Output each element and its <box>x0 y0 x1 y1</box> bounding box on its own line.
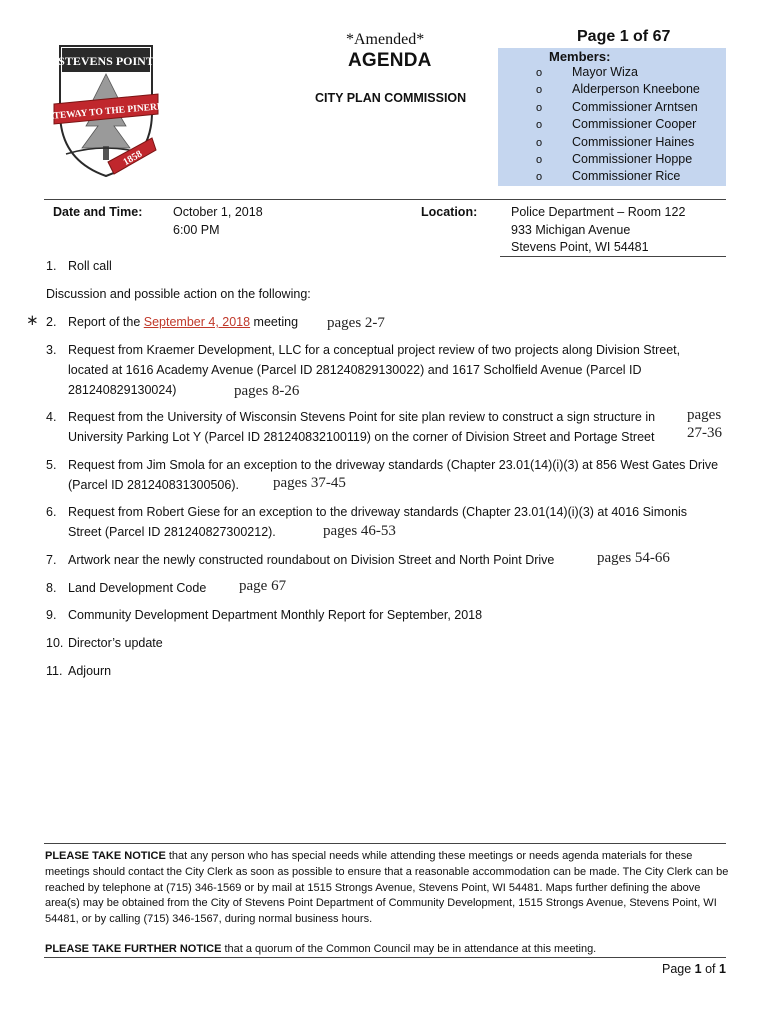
notice-heading: PLEASE TAKE FURTHER NOTICE <box>45 943 222 955</box>
city-seal-logo <box>39 42 173 180</box>
agenda-item-6 <box>0 502 770 542</box>
item-text: located at 1616 Academy Avenue (Parcel ID 281240829130022) and 1617 Scholfield Avenue (Parcel ID <box>68 363 642 377</box>
agenda-item-11 <box>0 661 770 681</box>
item-number: 11. <box>46 664 63 678</box>
item-text: Request from Jim Smola for an exception to the driveway standards (Chapter 23.01(14)(i)(3) at 856 West Gates Drive <box>68 458 719 472</box>
item-text: Roll call <box>68 259 112 273</box>
location-line: Stevens Point, WI 54481 <box>511 240 649 254</box>
seal-year: 1858 <box>121 148 145 169</box>
members-list <box>536 65 700 187</box>
notice-body: that any person who has special needs while attending these meetings or needs agenda materials for these meetings should contact the City Clerk as soon as possible to ensure that a reasonable accommodation can be made. The City Clerk can be reached by telephone at (715) 346-1569 or by mail at 1515 Strongs Avenue, Stevens Point, WI 54481. Maps further defining the above area(s) may be obtained from the City of Stevens Point Department of Community Development, 1515 Strongs Avenue, Stevens Point, WI 54481, or by calling (715) 346-1567, during normal business hours. <box>45 850 729 926</box>
item-number: 6. <box>46 505 57 519</box>
member-name: Commissioner Hoppe <box>572 151 693 166</box>
date-time-label: Date and Time: <box>53 205 143 219</box>
seal-top-text: STEVENS POINT <box>58 54 154 68</box>
members-title: Members: <box>549 49 611 64</box>
item-text: (Parcel ID 281240831300506). <box>68 478 239 492</box>
item-text: Community Development Department Monthly Report for September, 2018 <box>68 608 483 622</box>
agenda-item-2 <box>0 312 770 332</box>
member-item <box>536 169 700 186</box>
location-label: Location: <box>421 205 478 219</box>
bullet-icon: o <box>536 84 543 97</box>
location-line: 933 Michigan Avenue <box>511 223 631 237</box>
item-number: 4. <box>46 410 57 424</box>
agenda-item-5 <box>0 455 770 495</box>
agenda-item-4 <box>0 407 770 447</box>
item-text: Artwork near the newly constructed roundabout on Division Street and North Point Drive <box>68 553 555 567</box>
bullet-icon: o <box>536 153 543 166</box>
item-number: 1. <box>46 259 57 273</box>
item-text: Director’s update <box>68 636 163 650</box>
member-item <box>536 100 700 117</box>
item-text: University Parking Lot Y (Parcel ID 281240832100119) on the corner of Division Street and Portage Street <box>68 430 655 444</box>
divider <box>44 843 726 844</box>
star-mark: ∗ <box>26 312 39 329</box>
footer-page-number: Page 1 of 1 <box>662 962 726 976</box>
member-name: Commissioner Cooper <box>572 117 697 132</box>
agenda-item-9 <box>0 605 770 625</box>
agenda-title: AGENDA <box>348 50 432 71</box>
item-number: 7. <box>46 553 57 567</box>
member-item <box>536 82 700 99</box>
item-text: Report of the September 4, 2018 meeting <box>68 315 299 329</box>
amended-label: *Amended* <box>346 31 425 48</box>
item-text: Request from Robert Giese for an exception to the driveway standards (Chapter 23.01(14)(i)(3) at 4016 Simonis <box>68 505 688 519</box>
item-pages: pages 37-45 <box>273 475 346 491</box>
member-name: Commissioner Rice <box>572 169 681 184</box>
item-text: Request from Kraemer Development, LLC for a conceptual project review of two projects along Division Street, <box>68 343 681 357</box>
member-name: Commissioner Arntsen <box>572 99 698 114</box>
bullet-icon: o <box>536 171 543 184</box>
item-text: Street (Parcel ID 281240827300212). <box>68 525 276 539</box>
bullet-icon: o <box>536 67 543 79</box>
special-needs-notice <box>45 849 729 928</box>
notice-heading: PLEASE TAKE NOTICE <box>45 850 166 862</box>
meeting-time: 6:00 PM <box>173 223 220 237</box>
divider <box>44 957 726 958</box>
bullet-icon: o <box>536 136 543 149</box>
members-box <box>498 48 726 186</box>
item-pages: pages 8-26 <box>234 383 300 399</box>
item-text: Adjourn <box>68 664 112 678</box>
item-pages: pages <box>687 407 722 423</box>
member-item <box>536 65 700 82</box>
agenda-item-3 <box>0 340 770 400</box>
item-number: 8. <box>46 581 57 595</box>
item-pages: pages 46-53 <box>323 523 396 539</box>
item-number: 3. <box>46 343 57 357</box>
notice-body: that a quorum of the Common Council may be in attendance at this meeting. <box>221 943 597 955</box>
minutes-link[interactable]: September 4, 2018 <box>143 315 251 329</box>
item-number: 10. <box>46 636 64 650</box>
divider <box>44 199 726 200</box>
member-item <box>536 135 700 152</box>
item-text: Request from the University of Wisconsin Stevens Point for site plan review to construct a sign structure in <box>68 410 656 424</box>
member-item <box>536 152 700 169</box>
agenda-item-1 <box>0 256 770 276</box>
item-text: Land Development Code <box>68 581 207 595</box>
quorum-notice <box>45 943 729 955</box>
member-name: Mayor Wiza <box>572 65 638 79</box>
location-line: Police Department – Room 122 <box>511 205 686 219</box>
commission-name: CITY PLAN COMMISSION <box>315 91 467 105</box>
page-count-handwritten: Page 1 of 67 <box>577 28 671 45</box>
member-name: Alderperson Kneebone <box>572 82 700 97</box>
member-item <box>536 117 700 134</box>
item-pages: pages 54-66 <box>597 550 670 566</box>
seal-banner-text: GATEWAY TO THE PINERIES <box>39 101 173 123</box>
meeting-date: October 1, 2018 <box>173 205 263 219</box>
discussion-line: Discussion and possible action on the following: <box>46 287 311 301</box>
item-pages: 27-36 <box>687 425 722 441</box>
item-pages: pages 2-7 <box>327 315 385 331</box>
item-pages: page 67 <box>239 578 287 594</box>
agenda-item-7 <box>0 550 770 570</box>
item-number: 5. <box>46 458 57 472</box>
item-text: 281240829130024) <box>68 383 177 397</box>
bullet-icon: o <box>536 119 543 132</box>
agenda-item-8 <box>0 578 770 598</box>
agenda-item-10 <box>0 633 770 653</box>
item-number: 2. <box>46 315 57 329</box>
item-number: 9. <box>46 608 57 622</box>
bullet-icon: o <box>536 101 543 114</box>
member-name: Commissioner Haines <box>572 134 695 149</box>
